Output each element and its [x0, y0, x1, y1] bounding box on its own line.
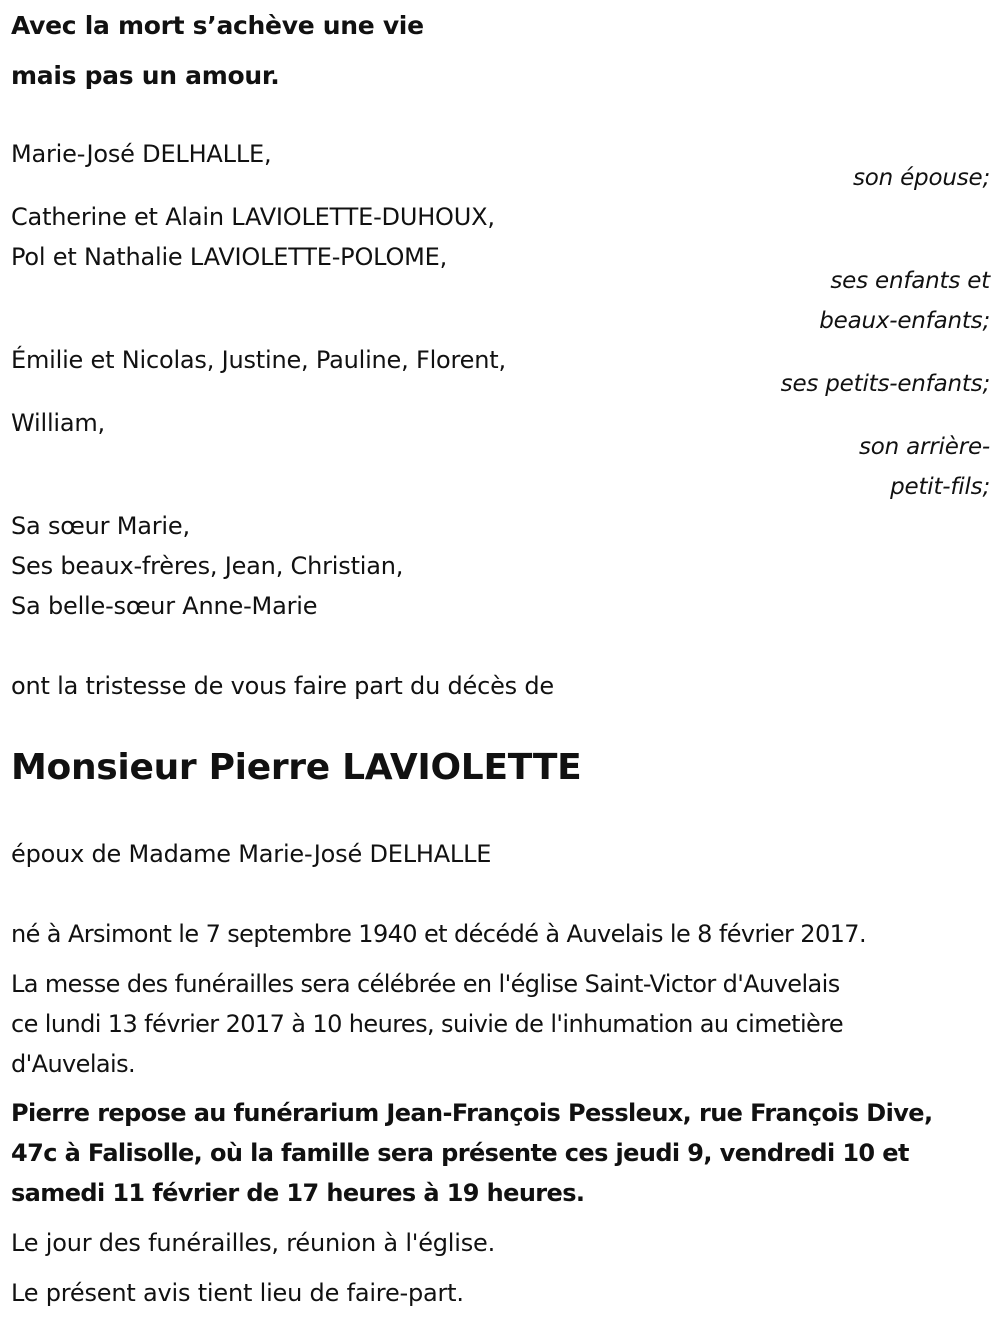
spouse-name: Marie-José DELHALLE, — [11, 140, 272, 168]
visitation-line-3: samedi 11 février de 17 heures à 19 heures. — [11, 1179, 585, 1207]
mass-line-2: ce lundi 13 février 2017 à 10 heures, suivie de l'inhumation au cimetière — [11, 1010, 844, 1038]
visitation-line-2: 47c à Falisolle, où la famille sera présente ces jeudi 9, vendredi 10 et — [11, 1139, 909, 1167]
visitation-line-1: Pierre repose au funérarium Jean-François Pessleux, rue François Dive, — [11, 1099, 933, 1127]
sibling-line-2: Ses beaux-frères, Jean, Christian, — [11, 552, 404, 580]
siblings-list — [11, 506, 403, 626]
notice-note: Le présent avis tient lieu de faire-part. — [11, 1279, 464, 1307]
funeral-mass-details — [11, 964, 843, 1084]
visitation-details — [11, 1093, 932, 1213]
child-couple-2: Pol et Nathalie LAVIOLETTE-POLOME, — [11, 243, 448, 271]
announcement-text: ont la tristesse de vous faire part du décès de — [11, 672, 554, 700]
children-relation — [819, 261, 990, 341]
mass-line-1: La messe des funérailles sera célébrée en l'église Saint-Victor d'Auvelais — [11, 970, 840, 998]
sibling-line-1: Sa sœur Marie, — [11, 512, 190, 540]
sibling-line-3: Sa belle-sœur Anne-Marie — [11, 592, 318, 620]
epigraph-line-2: mais pas un amour. — [11, 61, 280, 90]
deceased-name: Monsieur Pierre LAVIOLETTE — [11, 747, 582, 788]
child-couple-1: Catherine et Alain LAVIOLETTE-DUHOUX, — [11, 203, 495, 231]
great-grandchild-relation — [859, 427, 990, 507]
grandchildren-relation: ses petits-enfants; — [780, 371, 990, 397]
meeting-note: Le jour des funérailles, réunion à l'église. — [11, 1229, 496, 1257]
children-relation-line-1: ses enfants et — [830, 268, 990, 294]
mass-line-3: d'Auvelais. — [11, 1050, 136, 1078]
children-names — [11, 197, 495, 277]
deceased-spouse-of: époux de Madame Marie-José DELHALLE — [11, 840, 492, 868]
birth-death-details: né à Arsimont le 7 septembre 1940 et décédé à Auvelais le 8 février 2017. — [11, 920, 866, 948]
epigraph-line-1: Avec la mort s’achève une vie — [11, 11, 424, 40]
spouse-relation: son épouse; — [852, 165, 990, 191]
great-grandchild-relation-line-1: son arrière- — [859, 434, 990, 460]
great-grandchild-relation-line-2: petit-fils; — [890, 474, 990, 500]
great-grandchild-name: William, — [11, 409, 105, 437]
grandchildren-names: Émilie et Nicolas, Justine, Pauline, Florent, — [11, 346, 506, 374]
children-relation-line-2: beaux-enfants; — [819, 308, 990, 334]
